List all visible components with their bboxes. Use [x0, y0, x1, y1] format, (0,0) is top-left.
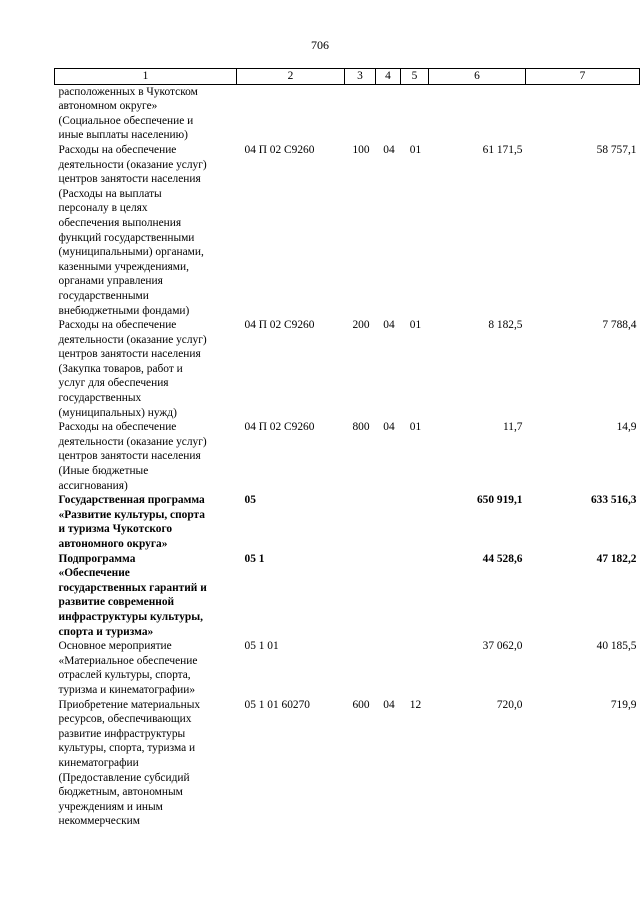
row-code-cell [237, 84, 345, 143]
row-col4-cell: 04 [383, 698, 395, 711]
header-cell: 1 [55, 69, 237, 85]
row-col5-cell: 01 [409, 319, 422, 332]
table-row [55, 143, 640, 318]
row-value7-cell: 633 516,3 [590, 494, 637, 507]
row-code-cell: 05 1 01 60270 [244, 698, 310, 711]
row-col4-cell: 04 [383, 421, 395, 434]
table-row [55, 493, 640, 551]
row-col4-cell: 04 [383, 143, 395, 156]
row-name-cell: Расходы на обеспечение деятельности (оказание услуг) центров занятости населения (Закупка товаров, работ и услуг для обеспечения государственных (муниципальных) нужд) [58, 319, 207, 419]
row-col4-cell [376, 552, 401, 640]
row-col3-cell [345, 84, 376, 143]
row-code-cell: 05 1 [244, 552, 265, 565]
row-name-cell: Приобретение материальных ресурсов, обеспечивающих развитие инфраструктуры культуры, спорта, туризма и кинематографии (Предоставление субсидий бюджетным, автономным учреждениям и иным некоммерческим [58, 698, 201, 828]
row-col5-cell: 01 [409, 143, 422, 156]
row-col5-cell: 01 [409, 421, 422, 434]
table-header-row [55, 69, 640, 85]
row-name-cell: Подпрограмма «Обеспечение государственных гарантий и развитие современной инфраструктуры культуры, спорта и туризма» [58, 552, 207, 638]
row-code-cell: 04 П 02 С9260 [244, 421, 315, 434]
row-col4-cell [376, 639, 401, 697]
row-value7-cell: 719,9 [610, 698, 637, 711]
row-code-cell: 04 П 02 С9260 [244, 143, 315, 156]
row-value6-cell: 650 919,1 [476, 494, 523, 507]
row-col5-cell [401, 84, 429, 143]
row-col3-cell [345, 552, 376, 640]
header-cell: 3 [345, 69, 376, 85]
header-cell: 4 [376, 69, 401, 85]
row-col3-cell: 200 [352, 319, 370, 332]
row-col3-cell [345, 639, 376, 697]
row-value7-cell: 47 182,2 [596, 552, 637, 565]
row-value6-cell: 11,7 [502, 421, 523, 434]
row-code-cell: 05 1 01 [244, 640, 279, 653]
row-name-cell: Расходы на обеспечение деятельности (оказание услуг) центров занятости населения (Расходы на выплаты персоналу в целях обеспечения выполнения функций государственными (муниципальными) органами, казенными учреждениями, органами управления государственными внебюджетными фондами) [58, 143, 207, 317]
row-value7-cell: 7 788,4 [602, 319, 637, 332]
header-cell: 2 [237, 69, 345, 85]
row-col4-cell: 04 [383, 319, 395, 332]
row-value7-cell: 14,9 [616, 421, 637, 434]
budget-table [54, 68, 640, 829]
row-value7-cell: 40 185,5 [596, 640, 637, 653]
row-col5-cell [401, 639, 429, 697]
row-value6-cell: 37 062,0 [482, 640, 523, 653]
row-col5-cell [401, 493, 429, 551]
row-col4-cell [376, 84, 401, 143]
row-col5-cell: 12 [409, 698, 422, 711]
row-col3-cell: 600 [352, 698, 370, 711]
row-value6-cell: 44 528,6 [482, 552, 523, 565]
row-name-cell: Расходы на обеспечение деятельности (оказание услуг) центров занятости населения (Иные бюджетные ассигнования) [58, 421, 207, 492]
row-value6-cell: 8 182,5 [488, 319, 523, 332]
row-value7-cell [526, 84, 640, 143]
row-col3-cell: 100 [352, 143, 370, 156]
row-col5-cell [401, 552, 429, 640]
row-col3-cell: 800 [352, 421, 370, 434]
row-value6-cell: 61 171,5 [482, 143, 523, 156]
row-code-cell: 05 [244, 494, 256, 507]
row-value7-cell: 58 757,1 [596, 143, 637, 156]
header-cell: 6 [429, 69, 526, 85]
table-row [55, 318, 640, 420]
table-row [55, 552, 640, 640]
row-name-cell: Основное мероприятие «Материальное обеспечение отраслей культуры, спорта, туризма и кинематографии» [58, 640, 198, 696]
row-code-cell: 04 П 02 С9260 [244, 319, 315, 332]
page-number: 706 [311, 38, 329, 52]
row-col3-cell [345, 493, 376, 551]
row-value6-cell [429, 84, 526, 143]
row-name-cell: расположенных в Чукотском автономном округе» (Социальное обеспечение и иные выплаты населению) [58, 85, 198, 142]
table-row [55, 84, 640, 143]
row-col4-cell [376, 493, 401, 551]
table-row [55, 698, 640, 829]
table-row [55, 420, 640, 493]
header-cell: 5 [401, 69, 429, 85]
table-row [55, 639, 640, 697]
row-value6-cell: 720,0 [496, 698, 523, 711]
row-name-cell: Государственная программа «Развитие культуры, спорта и туризма Чукотского автономного округа» [58, 494, 205, 550]
header-cell: 7 [526, 69, 640, 85]
